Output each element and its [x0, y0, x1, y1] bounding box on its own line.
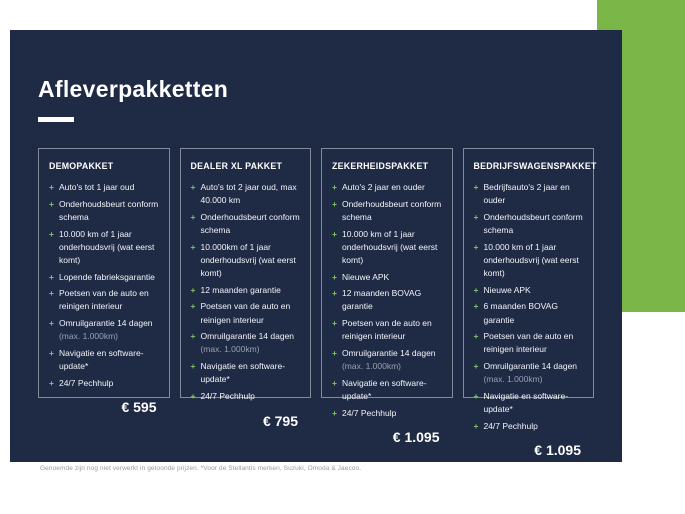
package-price: € 595: [121, 399, 157, 416]
plus-icon: +: [473, 301, 479, 312]
package-price: € 1.095: [392, 429, 440, 446]
feature-text: Poetsen van de auto en reinigen interieur: [200, 301, 291, 325]
feature-text: 24/7 Pechhulp: [200, 390, 255, 401]
feature-text: 6 maanden BOVAG garantie: [483, 301, 558, 325]
feature-item: [191, 211, 301, 237]
feature-item: [49, 287, 159, 313]
feature-text: Navigatie en software-update*: [200, 361, 286, 385]
feature-item: [49, 377, 159, 390]
plus-icon: +: [49, 198, 54, 209]
feature-item: [474, 241, 584, 281]
feature-text: Auto's tot 1 jaar oud: [58, 182, 135, 192]
feature-text-muted: (max. 1.000km): [58, 331, 119, 342]
feature-text: 12 maanden BOVAG garantie: [341, 288, 422, 312]
feature-item: [191, 300, 301, 326]
content-panel: [10, 30, 622, 462]
feature-text: Onderhoudsbeurt conform schema: [200, 211, 300, 236]
feature-text: 10.000 km of 1 jaar onderhoudsvrij (wat eerst komt): [341, 228, 438, 265]
feature-text: Onderhoudsbeurt conform schema: [341, 198, 442, 222]
plus-icon: +: [190, 241, 196, 252]
plus-icon: +: [49, 271, 54, 282]
feature-text: 10.000 km of 1 jaar onderhoudsvrij (wat eerst komt): [483, 241, 579, 279]
feature-list: [474, 181, 584, 436]
feature-text-muted: (max. 1.000km): [341, 361, 402, 372]
feature-item: [49, 347, 159, 373]
plus-icon: +: [332, 318, 337, 329]
feature-text: 24/7 Pechhulp: [58, 377, 114, 388]
feature-text: 10.000km of 1 jaar onderhoudsvrij (wat eerst komt): [200, 241, 296, 279]
plus-icon: +: [332, 347, 337, 358]
feature-text: Poetsen van de auto en reinigen interieur: [483, 331, 574, 355]
plus-icon: +: [332, 228, 337, 239]
plus-icon: +: [49, 228, 54, 239]
feature-item: [474, 181, 584, 207]
plus-icon: +: [49, 347, 54, 358]
plus-icon: +: [332, 271, 337, 282]
plus-icon: +: [49, 182, 54, 192]
feature-list: [49, 181, 159, 393]
feature-text: Nieuwe APK: [341, 271, 390, 282]
plus-icon: +: [49, 288, 54, 299]
packages-row: [38, 148, 597, 459]
feature-item: [191, 330, 301, 356]
package-card: [463, 148, 597, 459]
feature-item: [332, 287, 442, 313]
feature-text: Navigatie en software-update*: [483, 390, 569, 415]
plus-icon: +: [190, 301, 196, 312]
feature-item: [191, 360, 301, 386]
feature-item: [191, 284, 301, 297]
package-card: [180, 148, 312, 429]
feature-text: Omruilgarantie 14 dagen (max. 1.000km): [341, 347, 436, 372]
plus-icon: +: [49, 377, 54, 388]
feature-item: [332, 317, 442, 343]
feature-text: Poetsen van de auto en reinigen interieur: [341, 318, 432, 342]
feature-text: Onderhoudsbeurt conform schema: [483, 211, 583, 236]
plus-icon: +: [49, 318, 54, 329]
plus-icon: +: [332, 182, 337, 192]
feature-text-muted: (max. 1.000km): [483, 374, 543, 385]
feature-text: Navigatie en software-update*: [58, 347, 144, 372]
package-price: € 1.095: [534, 442, 581, 459]
plus-icon: +: [473, 331, 479, 342]
feature-item: [474, 211, 584, 237]
plus-icon: +: [332, 198, 337, 209]
feature-text: 12 maanden garantie: [200, 284, 281, 295]
feature-text: Bedrijfsauto's 2 jaar en ouder: [483, 182, 570, 206]
feature-text: Lopende fabrieksgarantie: [58, 271, 155, 282]
plus-icon: +: [332, 377, 337, 388]
feature-text-muted: (max. 1.000km): [200, 344, 260, 355]
feature-item: [49, 198, 159, 224]
feature-text: Omruilgarantie 14 dagen (max. 1.000km): [200, 331, 295, 355]
plus-icon: +: [473, 420, 479, 431]
feature-text: 24/7 Pechhulp: [341, 407, 397, 418]
plus-icon: +: [190, 390, 196, 401]
feature-text: Omruilgarantie 14 dagen (max. 1.000km): [483, 361, 578, 385]
feature-list: [332, 181, 442, 423]
package-title: DEALER XL PAKKET: [190, 161, 283, 171]
feature-text: Onderhoudsbeurt conform schema: [58, 198, 159, 222]
feature-item: [332, 407, 442, 420]
footnote: Genoemde zijn nog niet verwerkt in getoonde prijzen. *Voor de Stellantis merken, Suzuki, Omoda & Jaecoo.: [40, 465, 362, 472]
feature-item: [332, 271, 442, 284]
package-card: [321, 148, 453, 446]
plus-icon: +: [473, 284, 479, 295]
feature-text: 10.000 km of 1 jaar onderhoudsvrij (wat eerst komt): [58, 228, 155, 265]
feature-item: [474, 330, 584, 356]
feature-list: [191, 181, 301, 407]
package-price: € 795: [262, 412, 298, 429]
feature-item: [49, 271, 159, 284]
feature-item: [474, 284, 584, 297]
feature-item: [191, 181, 301, 207]
plus-icon: +: [332, 407, 337, 418]
page-title: Afleverpakketten: [38, 76, 229, 102]
feature-text: Omruilgarantie 14 dagen (max. 1.000km): [58, 318, 153, 342]
feature-item: [474, 390, 584, 416]
feature-item: [332, 377, 442, 403]
feature-text: Auto's tot 2 jaar oud, max 40.000 km: [200, 182, 297, 206]
feature-text: Navigatie en software-update*: [341, 377, 427, 401]
feature-item: [49, 317, 159, 343]
package-title: DEMOPAKKET: [49, 161, 114, 171]
feature-item: [49, 228, 159, 268]
feature-item: [332, 347, 442, 373]
feature-item: [191, 390, 301, 403]
feature-item: [332, 228, 442, 268]
feature-item: [332, 181, 442, 194]
plus-icon: +: [473, 211, 479, 222]
plus-icon: +: [473, 390, 479, 401]
feature-text: Auto's 2 jaar en ouder: [341, 182, 425, 192]
plus-icon: +: [190, 211, 196, 222]
feature-item: [474, 300, 584, 326]
feature-item: [332, 198, 442, 224]
package-title: BEDRIJFSWAGENSPAKKET: [473, 161, 597, 171]
plus-icon: +: [332, 288, 337, 299]
plus-icon: +: [190, 361, 196, 372]
plus-icon: +: [190, 331, 196, 342]
title-underline: [38, 117, 74, 122]
plus-icon: +: [190, 284, 196, 295]
feature-text: Nieuwe APK: [483, 284, 531, 295]
feature-item: [49, 181, 159, 194]
feature-item: [474, 360, 584, 386]
plus-icon: +: [473, 182, 479, 192]
feature-item: [474, 420, 584, 433]
package-card: [38, 148, 170, 416]
feature-text: 24/7 Pechhulp: [483, 420, 538, 431]
plus-icon: +: [190, 182, 196, 192]
feature-item: [191, 241, 301, 281]
plus-icon: +: [473, 241, 479, 252]
feature-text: Poetsen van de auto en reinigen interieur: [58, 288, 149, 312]
package-title: ZEKERHEIDSPAKKET: [332, 161, 429, 171]
plus-icon: +: [473, 361, 479, 372]
